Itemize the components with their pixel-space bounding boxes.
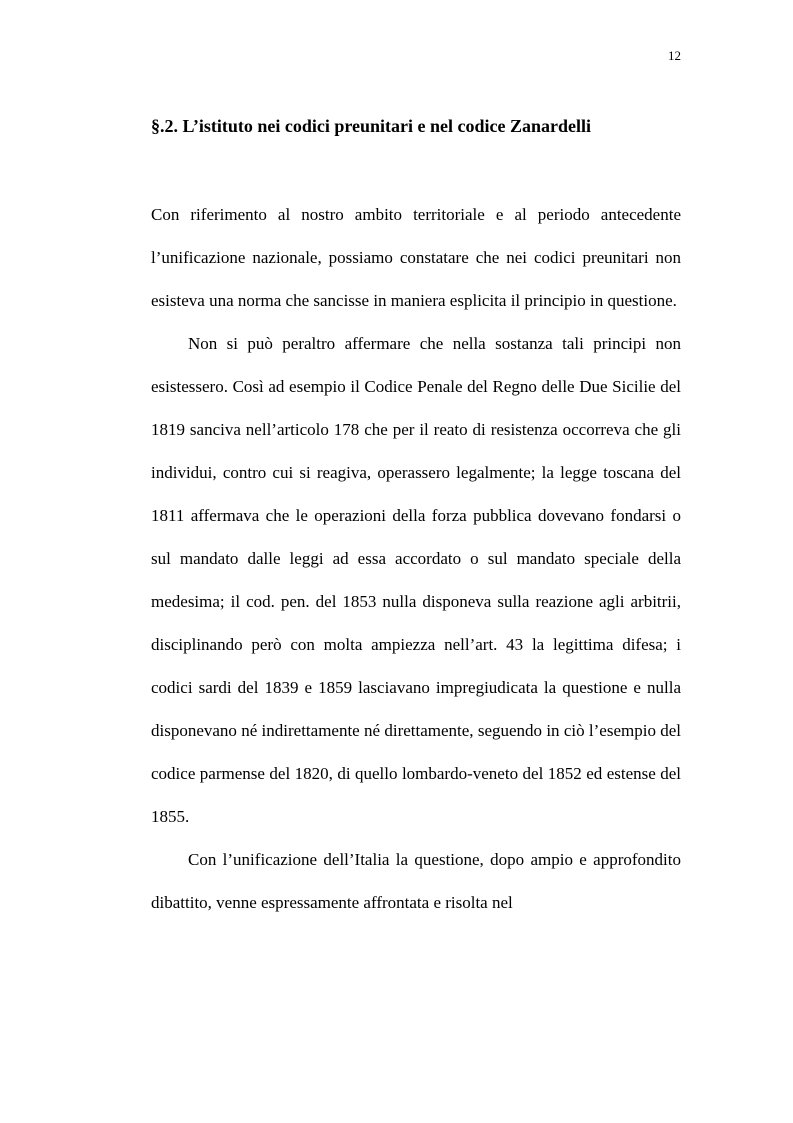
page-number: 12 xyxy=(668,48,681,63)
section-heading: §.2. L’istituto nei codici preunitari e nel codice Zanardelli xyxy=(151,116,591,136)
paragraph-1: Con riferimento al nostro ambito territoriale e al periodo antecedente l’unificazione nazionale, possiamo constatare che nei codici preunitari non esisteva una norma che sancisse in maniera esplicita il principio in questione. xyxy=(151,205,681,310)
body-text xyxy=(151,193,681,924)
paragraph-3: Con l’unificazione dell’Italia la questione, dopo ampio e approfondito dibattito, venne espressamente affrontata e risolta nel xyxy=(151,850,681,912)
paragraph-2: Non si può peraltro affermare che nella sostanza tali principi non esistessero. Così ad esempio il Codice Penale del Regno delle Due Sicilie del 1819 sanciva nell’articolo 178 che per il reato di resistenza occorreva che gli individui, contro cui si reagiva, operassero legalmente; la legge toscana del 1811 affermava che le operazioni della forza pubblica dovevano fondarsi o sul mandato dalle leggi ad essa accordato o sul mandato speciale della medesima; il cod. pen. del 1853 nulla disponeva sulla reazione agli arbitrii, disciplinando però con molta ampiezza nell’art. 43 la legittima difesa; i codici sardi del 1839 e 1859 lasciavano impregiudicata la questione e nulla disponevano né indirettamente né direttamente, seguendo in ciò l’esempio del codice parmense del 1820, di quello lombardo-veneto del 1852 ed estense del 1855. xyxy=(151,334,681,826)
